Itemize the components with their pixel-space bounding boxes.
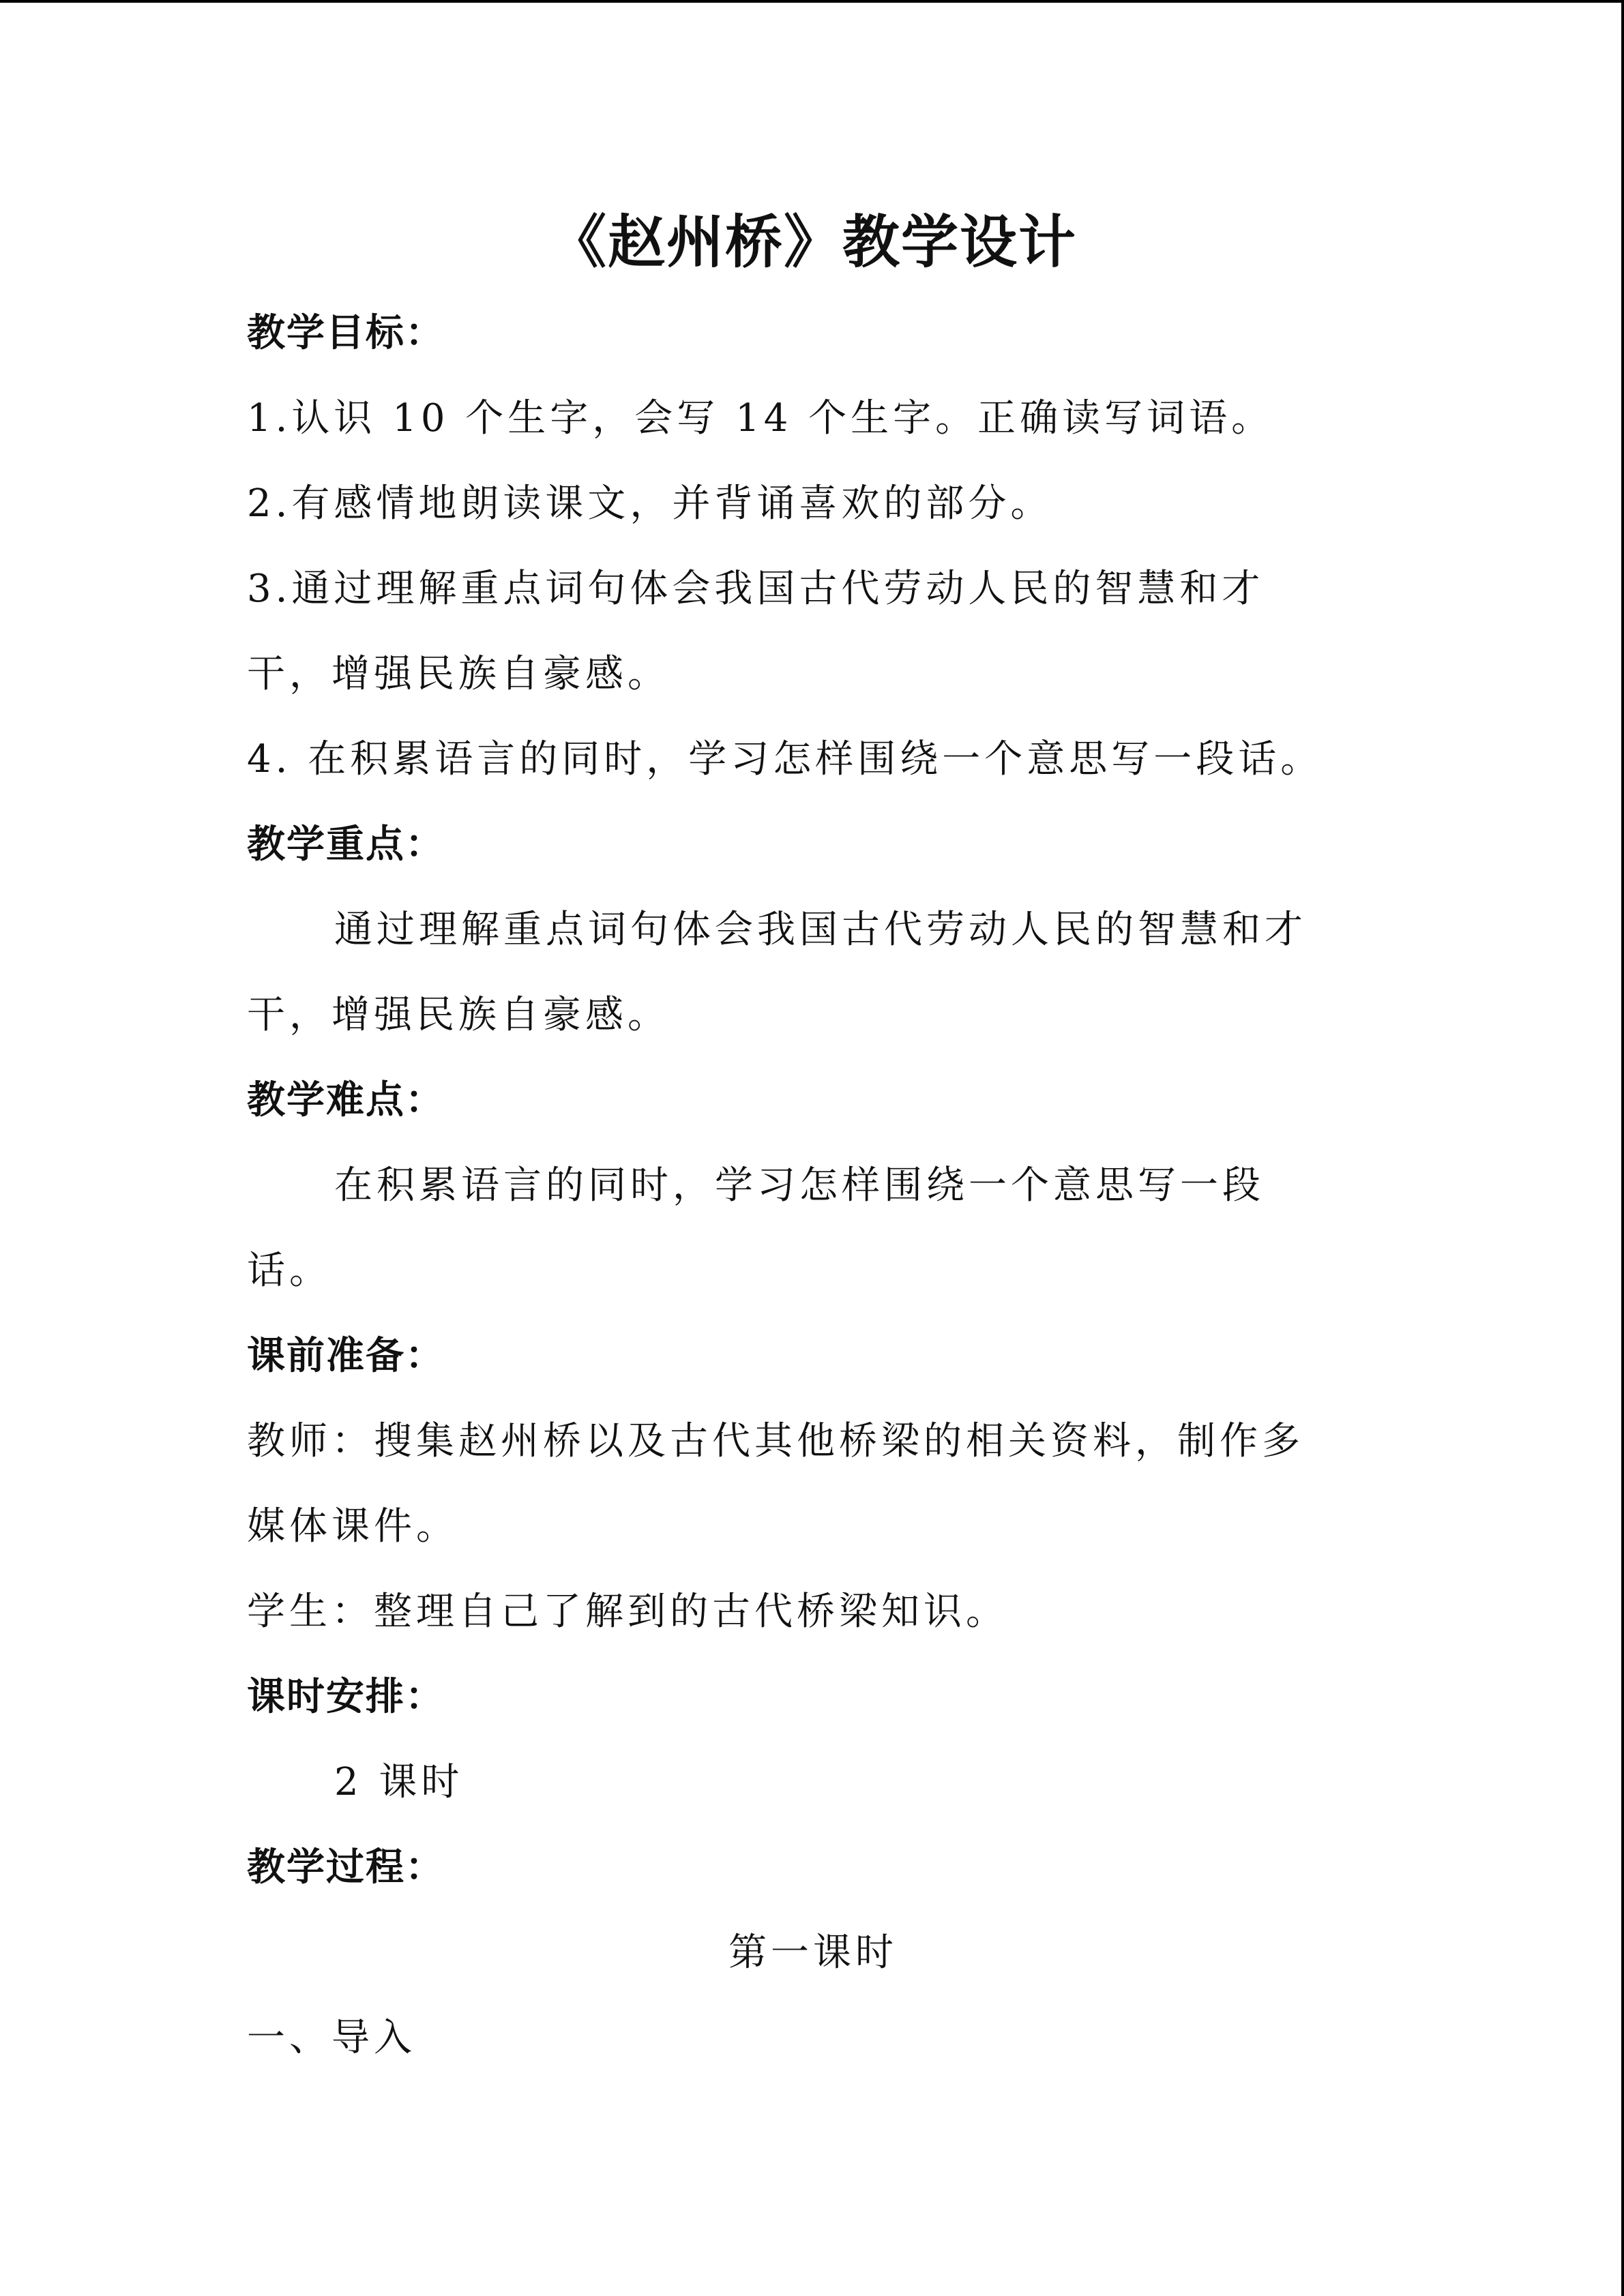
document-title: 《赵州桥》教学设计 xyxy=(548,209,1077,275)
process-heading: 教学过程： xyxy=(247,1845,445,1890)
schedule-value: 2 课时 xyxy=(334,1760,464,1804)
difficulty-line-2: 话。 xyxy=(247,1249,331,1293)
prep-heading: 课前准备： xyxy=(247,1334,445,1378)
prep-line-1: 教师：搜集赵州桥以及古代其他桥梁的相关资料，制作多 xyxy=(247,1419,1304,1463)
goal-line-3: 3.通过理解重点词句体会我国古代劳动人民的智慧和才 xyxy=(247,567,1265,611)
goal-line-3-cont: 干，增强民族自豪感。 xyxy=(247,652,670,696)
goals-heading: 教学目标： xyxy=(247,311,445,355)
step-one: 一、导入 xyxy=(247,2016,416,2060)
key-line-1: 通过理解重点词句体会我国古代劳动人民的智慧和才 xyxy=(334,908,1307,952)
prep-line-3: 学生：整理自己了解到的古代桥梁知识。 xyxy=(247,1590,1008,1634)
goal-line-4: 4. 在积累语言的同时，学习怎样围绕一个意思写一段话。 xyxy=(247,737,1323,781)
document-body xyxy=(247,198,1379,2081)
goal-line-1: 1.认识 10 个生字，会写 14 个生字。正确读写词语。 xyxy=(247,396,1274,441)
difficulty-line-1: 在积累语言的同时，学习怎样围绕一个意思写一段 xyxy=(334,1163,1265,1208)
goal-line-2: 2.有感情地朗读课文，并背诵喜欢的部分。 xyxy=(247,481,1053,526)
lesson-title: 第一课时 xyxy=(728,1930,898,1975)
key-line-2: 干，增强民族自豪感。 xyxy=(247,993,670,1037)
difficulty-heading: 教学难点： xyxy=(247,1078,445,1122)
schedule-heading: 课时安排： xyxy=(247,1675,445,1719)
key-heading: 教学重点： xyxy=(247,822,445,867)
prep-line-2: 媒体课件。 xyxy=(247,1504,458,1549)
